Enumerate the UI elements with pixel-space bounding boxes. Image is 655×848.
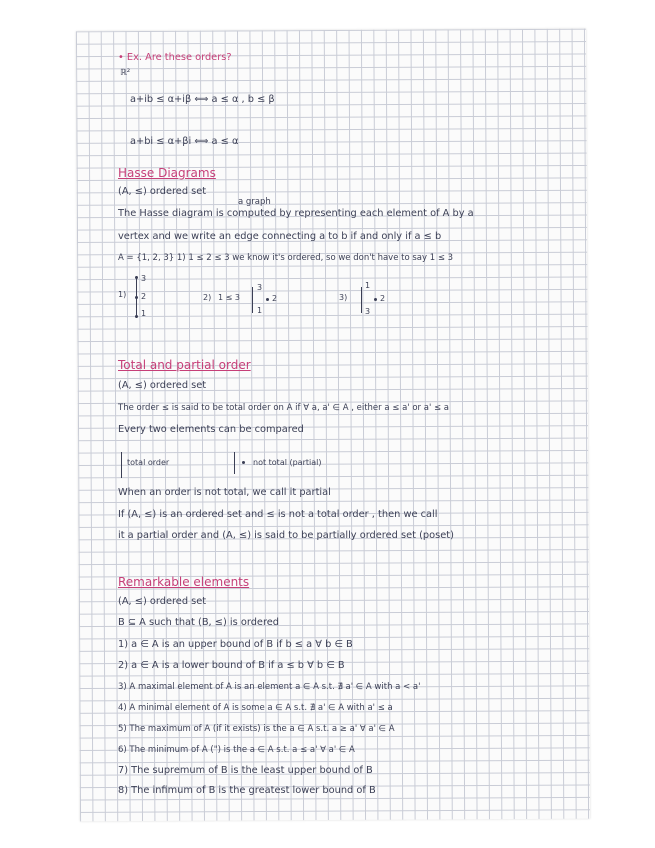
remarkable-item: 8) The infimum of B is the greatest lower bound of B: [118, 785, 376, 796]
hasse-def-2: vertex and we write an edge connecting a to b if and only if a ≤ b: [118, 231, 442, 242]
remarkable-item: 3) A maximal element of A is an element a ∈ A s.t. ∄ a' ∈ A with a < a': [118, 682, 421, 692]
total-heading: Total and partial order: [118, 358, 251, 372]
remarkable-subset: B ⊆ A such that (B, ≤) is ordered: [118, 617, 280, 628]
total-partial-3: it a partial order and (A, ≤) is said to be partially ordered set (poset): [118, 530, 454, 541]
remarkable-item: 4) A minimal element of A is some a ∈ A s.t. ∄ a' ∈ A with a' ≤ a: [118, 703, 393, 713]
hasse-heading: Hasse Diagrams: [118, 166, 216, 180]
r2-label: ℝ²: [120, 68, 131, 78]
total-partial-1: When an order is not total, we call it partial: [118, 487, 331, 498]
remarkable-item: 5) The maximum of A (if it exists) is the a ∈ A s.t. a ≥ a' ∀ a' ∈ A: [118, 724, 395, 734]
remarkable-item: 6) The minimum of A (") is the a ∈ A s.t. a ≤ a' ∀ a' ∈ A: [118, 745, 355, 755]
example-title: • Ex. Are these orders?: [118, 52, 232, 63]
a-graph-note: a graph: [238, 197, 271, 207]
remarkable-item: 7) The supremum of B is the least upper bound of B: [118, 765, 373, 776]
remarkable-heading: Remarkable elements: [118, 575, 250, 589]
order-2: a+bi ≤ α+βi ⟺ a ≤ α: [130, 136, 239, 147]
bullet-icon: •: [118, 52, 124, 63]
remarkable-item: 1) a ∈ A is an upper bound of B if b ≤ a ∀ b ∈ B: [118, 639, 353, 650]
hasse-example-set: A = {1, 2, 3} 1) 1 ≤ 2 ≤ 3 we know it's ordered, so we don't have to say 1 ≤ 3: [118, 253, 454, 263]
remarkable-item: 2) a ∈ A is a lower bound of B if a ≤ b ∀ b ∈ B: [118, 660, 345, 671]
remarkable-ordered-set: (A, ≤) ordered set: [118, 596, 207, 607]
total-ordered-set: (A, ≤) ordered set: [118, 380, 207, 391]
total-def: The order ≤ is said to be total order on A if ∀ a, a' ∈ A , either a ≤ a' or a' ≤ a: [118, 403, 450, 413]
total-compare: Every two elements can be compared: [118, 424, 304, 435]
hasse-def-1: The Hasse diagram is computed by representing each element of A by a: [118, 208, 474, 219]
hasse-ordered-set: (A, ≤) ordered set: [118, 186, 207, 197]
total-partial-2: If (A, ≤) is an ordered set and ≤ is not a total order , then we call: [118, 509, 438, 520]
order-1: a+ib ≤ α+iβ ⟺ a ≤ α , b ≤ β: [130, 94, 275, 105]
